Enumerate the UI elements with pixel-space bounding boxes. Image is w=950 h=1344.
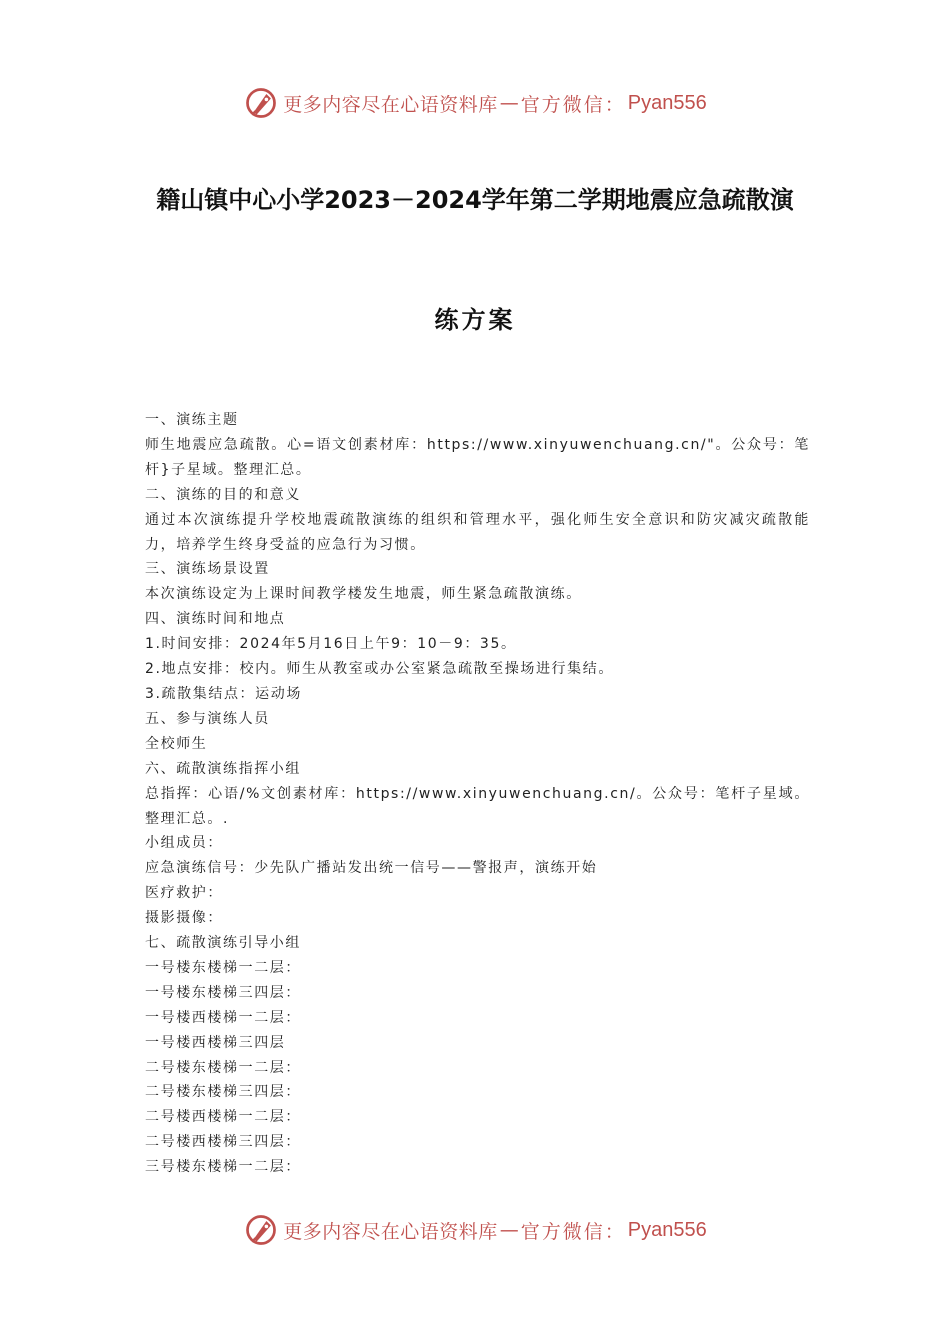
body-paragraph: 二号楼西楼梯三四层： — [145, 1134, 301, 1151]
document-title-line-2: 练方案 — [434, 306, 516, 334]
body-paragraph: 三号楼东楼梯一二层： — [145, 1159, 301, 1176]
pen-nib-logo-icon — [243, 85, 279, 121]
body-paragraph: 一号楼东楼梯三四层： — [145, 984, 301, 1001]
body-paragraph: 师生地震应急疏散。心=语文创素材库：https://www.xinyuwenchuang.cn/"。公众号：笔杆}子星域。整理汇总。 — [145, 436, 810, 478]
body-paragraph: 本次演练设定为上课时间教学楼发生地震，师生紧急疏散演练。 — [145, 586, 582, 603]
body-paragraph: 二号楼东楼梯三四层： — [145, 1084, 301, 1101]
pen-nib-logo-icon — [243, 1212, 279, 1248]
body-paragraph: 3.疏散集结点：运动场 — [145, 685, 302, 702]
body-paragraph: 全校师生 — [145, 735, 208, 752]
body-paragraph: 小组成员： — [145, 835, 223, 852]
body-paragraph: 二号楼东楼梯一二层： — [145, 1059, 301, 1076]
body-paragraph: 一、演练主题 — [145, 412, 239, 428]
body-paragraph: 一号楼西楼梯三四层 — [145, 1034, 286, 1051]
body-paragraph: 二、演练的目的和意义 — [145, 486, 301, 503]
body-paragraph: 医疗救护： — [145, 885, 223, 902]
banner-main-text: 更多内容尽在心语资料库 — [283, 1220, 498, 1243]
body-paragraph: 摄影摄像： — [145, 910, 223, 927]
banner-dash: — — [499, 1219, 519, 1241]
body-paragraph: 三、演练场景设置 — [145, 561, 270, 578]
body-paragraph: 总指挥：心语/%文创素材库：https://www.xinyuwenchuang.cn/。公众号：笔杆子星域。整理汇总。. — [145, 785, 810, 827]
body-paragraph: 二号楼西楼梯一二层： — [145, 1109, 301, 1126]
body-paragraph: 一号楼西楼梯一二层： — [145, 1009, 301, 1026]
banner-wechat-label: 官方微信： — [520, 1220, 626, 1243]
body-paragraph: 五、参与演练人员 — [145, 710, 270, 727]
footer-banner — [0, 1210, 950, 1250]
header-banner — [0, 83, 950, 123]
banner-dash: — — [499, 92, 519, 114]
banner-main-text: 更多内容尽在心语资料库 — [283, 93, 498, 116]
banner-wechat-id: Pyan556 — [627, 1218, 707, 1241]
body-paragraph: 1.时间安排：2024年5月16日上午9：10－9：35。 — [145, 636, 517, 653]
banner-wechat-label: 官方微信： — [520, 93, 626, 116]
body-paragraph: 通过本次演练提升学校地震疏散演练的组织和管理水平，强化师生安全意识和防灾减灾疏散能力，培养学生终身受益的应急行为习惯。 — [145, 511, 810, 553]
body-paragraph: 四、演练时间和地点 — [145, 611, 286, 628]
body-paragraph: 七、疏散演练引导小组 — [145, 935, 301, 952]
body-paragraph: 2.地点安排：校内。师生从教室或办公室紧急疏散至操场进行集结。 — [145, 661, 614, 678]
body-paragraph: 一号楼东楼梯一二层： — [145, 959, 301, 976]
body-paragraph: 六、疏散演练指挥小组 — [145, 760, 301, 777]
body-paragraph: 应急演练信号：少先队广播站发出统一信号——警报声，演练开始 — [145, 860, 598, 877]
document-body — [145, 408, 810, 1180]
banner-wechat-id: Pyan556 — [627, 91, 707, 114]
document-title-line-1: 籍山镇中心小学2023－2024学年第二学期地震应急疏散演 — [156, 186, 794, 214]
